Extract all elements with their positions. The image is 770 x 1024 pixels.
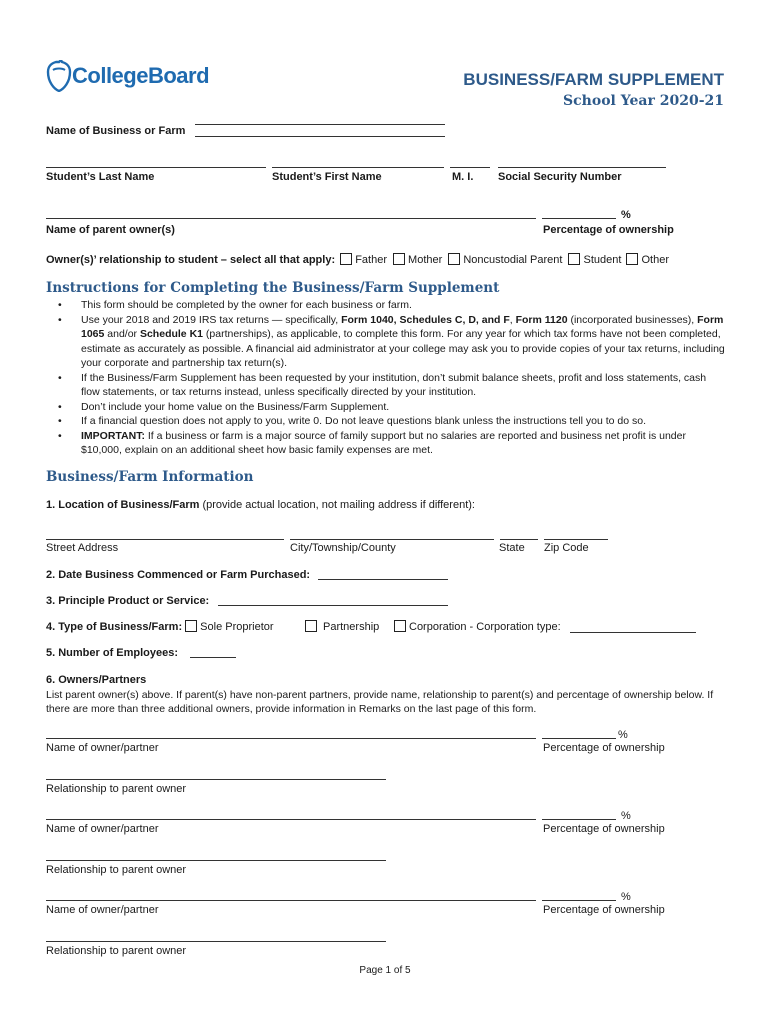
student-first-field[interactable] <box>272 167 444 168</box>
noncustodial-checkbox[interactable] <box>448 253 460 265</box>
q2-field[interactable] <box>318 579 448 580</box>
instruction-text: and/or <box>104 328 140 340</box>
street-field[interactable] <box>46 539 284 540</box>
q6-label: 6. Owners/Partners <box>46 674 147 686</box>
owner2-name-field[interactable] <box>46 819 536 820</box>
parent-owner-field[interactable] <box>46 218 536 219</box>
city-label: City/Township/County <box>290 542 396 554</box>
instruction-text: (incorporated businesses), <box>567 313 698 326</box>
instruction-item <box>46 371 726 400</box>
q4-label: 4. Type of Business/Farm: <box>46 621 183 633</box>
zip-field[interactable] <box>544 539 608 540</box>
q1-label: 1. Location of Business/Farm <box>46 499 200 511</box>
instruction-text: Don’t include your home value on the Business/Farm Supplement. <box>81 400 390 413</box>
zip-label: Zip Code <box>544 542 589 554</box>
relationship-label: Owner(s)’ relationship to student – select all that apply: <box>46 254 336 266</box>
owner1-relationship-label: Relationship to parent owner <box>46 783 187 795</box>
owner3-pct-label: Percentage of ownership <box>543 904 665 916</box>
instruction-text: Use your 2018 and 2019 IRS tax returns — specifically, <box>81 313 342 326</box>
college-board-logo <box>46 60 209 92</box>
sole-proprietor-checkbox[interactable] <box>185 620 197 632</box>
parent-owner-label: Name of parent owner(s) <box>46 224 175 236</box>
school-year: School Year 2020-21 <box>563 93 724 109</box>
owner1-relationship-field[interactable] <box>46 779 386 780</box>
q5-label: 5. Number of Employees: <box>46 647 179 659</box>
instruction-bold: Form 1040, Schedules C, D, and F <box>341 313 510 326</box>
owner2-pct-field[interactable] <box>542 819 616 820</box>
owner2-pct-sign: % <box>621 810 631 822</box>
city-field[interactable] <box>290 539 494 540</box>
corporation-option <box>394 620 561 633</box>
instruction-bold: Form 1065 <box>81 313 724 340</box>
partnership-label: Partnership <box>323 621 380 633</box>
owner3-pct-field[interactable] <box>542 900 616 901</box>
business-name-field[interactable] <box>195 124 445 125</box>
q5-field[interactable] <box>190 657 236 658</box>
corporation-type-field[interactable] <box>570 632 696 633</box>
instruction-text: If the Business/Farm Supplement has been requested by your institution, don’t submit balance sheets, profit and loss statements, cash flow statements, or tax returns instead, unless specifically directed by your institution. <box>81 371 707 398</box>
q3-field[interactable] <box>218 605 448 606</box>
student-first-label: Student’s First Name <box>272 171 382 183</box>
partnership-checkbox[interactable] <box>305 620 317 632</box>
q3-label: 3. Principle Product or Service: <box>46 595 210 607</box>
instruction-text: (partnerships), as applicable, to complete this form. For any year for which tax forms have not been completed, estimate as accurately as possible. A financial aid administrator at your college may ask you to provide copies of your tax returns, including your corporate and partnership tax return(s). <box>81 328 725 369</box>
owner1-pct-sign: % <box>618 729 628 741</box>
q2-label: 2. Date Business Commenced or Farm Purchased: <box>46 569 311 581</box>
owner2-name-label: Name of owner/partner <box>46 823 159 835</box>
instruction-item <box>46 400 726 415</box>
owner3-relationship-label: Relationship to parent owner <box>46 945 187 957</box>
relationship-row <box>46 253 669 266</box>
corporation-checkbox[interactable] <box>394 620 406 632</box>
instruction-text: If a financial question does not apply to you, write 0. Do not leave questions blank unless the instructions tell you to do so. <box>81 415 647 427</box>
owner1-pct-field[interactable] <box>542 738 616 739</box>
ssn-label: Social Security Number <box>498 171 622 183</box>
instruction-item <box>46 313 726 371</box>
instruction-text: , <box>509 313 516 326</box>
state-field[interactable] <box>500 539 538 540</box>
noncustodial-label: Noncustodial Parent <box>463 254 563 266</box>
instruction-bold: Form 1120 <box>515 313 568 326</box>
father-label: Father <box>355 254 387 266</box>
owner1-name-label: Name of owner/partner <box>46 742 159 754</box>
business-name-label: Name of Business or Farm <box>46 125 186 137</box>
owner2-relationship-field[interactable] <box>46 860 386 861</box>
q1-row <box>46 499 475 511</box>
mi-field[interactable] <box>450 167 490 168</box>
student-last-label: Student’s Last Name <box>46 171 155 183</box>
instruction-text: If a business or farm is a major source of family support but no salaries are reported and business net profit is under $10,000, explain on an additional sheet how basic family expenses are met. <box>81 429 686 456</box>
owner2-pct-label: Percentage of ownership <box>543 823 665 835</box>
student-last-field[interactable] <box>46 167 266 168</box>
instructions-heading: Instructions for Completing the Business/Farm Supplement <box>46 280 500 296</box>
ssn-field[interactable] <box>498 167 666 168</box>
parent-pct-field[interactable] <box>542 218 616 219</box>
student-checkbox[interactable] <box>568 253 580 265</box>
other-checkbox[interactable] <box>626 253 638 265</box>
form-title: BUSINESS/FARM SUPPLEMENT <box>463 70 724 89</box>
instruction-text: This form should be completed by the owner for each business or farm. <box>81 299 412 311</box>
page-number: Page 1 of 5 <box>359 965 411 976</box>
instruction-item <box>46 414 726 429</box>
instruction-bold: IMPORTANT: <box>81 429 145 442</box>
mi-label: M. I. <box>452 171 474 183</box>
owner3-pct-sign: % <box>621 891 631 903</box>
mother-checkbox[interactable] <box>393 253 405 265</box>
instruction-item <box>46 429 726 458</box>
owner3-relationship-field[interactable] <box>46 941 386 942</box>
corporation-label: Corporation - Corporation type: <box>409 621 561 633</box>
owner3-name-field[interactable] <box>46 900 536 901</box>
owner1-pct-label: Percentage of ownership <box>543 742 665 754</box>
student-label: Student <box>583 254 622 266</box>
info-heading: Business/Farm Information <box>46 469 254 485</box>
q4-row <box>46 620 274 633</box>
owner1-name-field[interactable] <box>46 738 536 739</box>
father-checkbox[interactable] <box>340 253 352 265</box>
owner2-relationship-label: Relationship to parent owner <box>46 864 187 876</box>
q6-description: List parent owner(s) above. If parent(s) have non-parent partners, provide name, relationship to parent(s) and percentage of ownership below. If there are more than three additional owners, provide information in Remarks on the last page of this form. <box>46 689 714 715</box>
parent-pct-sign: % <box>621 209 631 221</box>
mother-label: Mother <box>408 254 443 266</box>
instruction-item <box>46 298 726 313</box>
acorn-icon <box>46 60 72 92</box>
instructions-list <box>46 298 726 458</box>
partnership-option <box>305 620 379 633</box>
instruction-bold: Schedule K1 <box>139 328 203 340</box>
parent-pct-label: Percentage of ownership <box>543 224 674 236</box>
street-label: Street Address <box>46 542 119 554</box>
q1-note: (provide actual location, not mailing address if different): <box>199 499 475 511</box>
business-name-underline <box>195 136 445 137</box>
sole-proprietor-label: Sole Proprietor <box>200 621 274 633</box>
state-label: State <box>499 542 525 554</box>
logo-text: CollegeBoard <box>72 63 210 88</box>
other-label: Other <box>641 254 669 266</box>
owner3-name-label: Name of owner/partner <box>46 904 159 916</box>
